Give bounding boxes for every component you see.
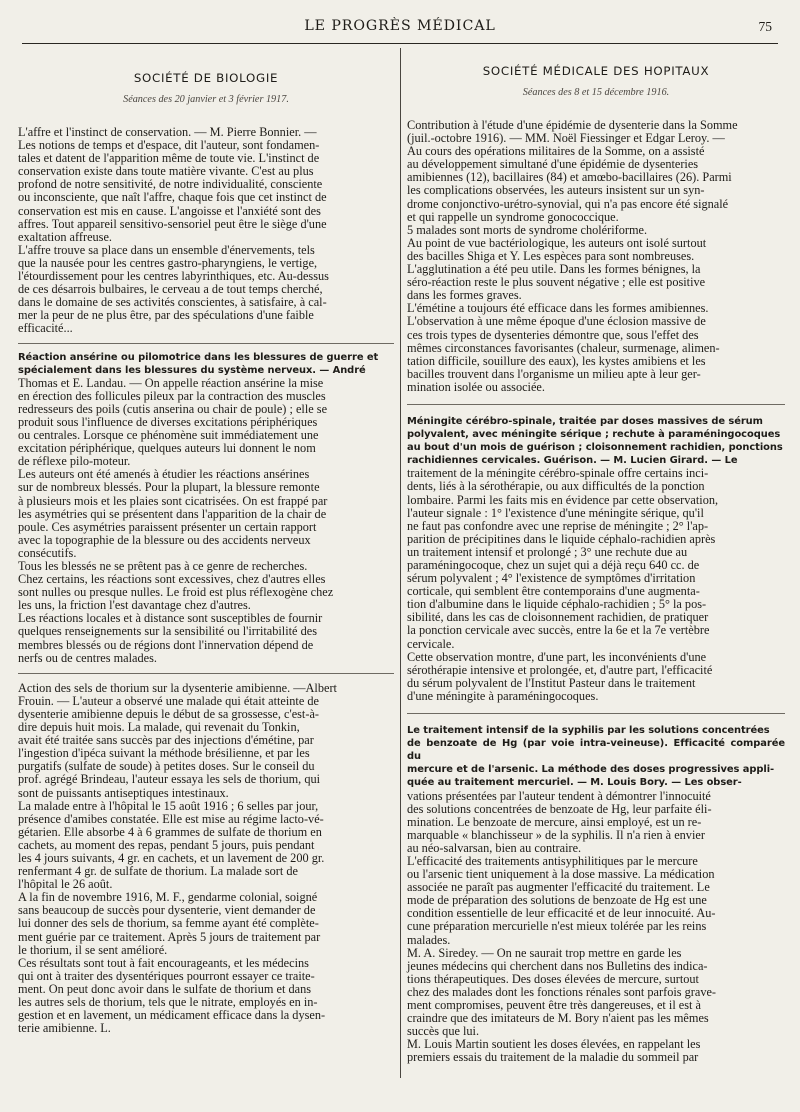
article-text-line: dents, liés à la sérothérapie, ou aux difficultés de la ponction: [407, 479, 705, 494]
article-text-line: à plusieurs mois et les plaies sont cicatrisées. On est frappé par: [18, 493, 328, 508]
article-text-line: L'observation à une même époque d'une éclosion massive de: [407, 314, 706, 329]
article-text-line: que la nausée pour les centres gastro-pharyngiens, le vertige,: [18, 255, 318, 270]
article-text-line: tation difficile, souillure des eaux), les kystes amibiens et les: [407, 353, 706, 368]
article: [407, 119, 785, 394]
article-text-line: bacilles trouvent dans l'organisme un milieu apte à leur ger-: [407, 366, 701, 381]
article-text-line: sur de nombreux blessés. Pour la plupart, la blessure remonte: [18, 480, 320, 495]
article-heading-line: spécialement dans les blessures du système nerveux. — André: [18, 364, 366, 376]
article-text-line: mode de préparation des solutions de benzoate de Hg est une: [407, 893, 707, 908]
article-text-line: tions thérapeutiques. Des doses élevées de mercure, surtout: [407, 971, 699, 986]
article-text-line: paraméningocoque, chez un sujet qui a déjà reçu 640 cc. de: [407, 558, 700, 572]
article-text-line: Au point de vue bactériologique, les auteurs ont isolé surtout: [407, 235, 707, 250]
article-text-line: amibiennes (12), bacillaires (84) et amœbo-bacillaires (26). Parmi: [407, 170, 732, 185]
left-column: [18, 50, 394, 1035]
article-text-line: chez des malades dont les fonctions rénales sont parfois grave-: [407, 984, 717, 999]
article-text-line: M. A. Siredey. — On ne saurait trop mettre en garde les: [407, 945, 682, 960]
article-text-line: tales et datent de l'apparition même de toute vie. L'instinct de: [18, 151, 320, 166]
article-text-line: traitement de la méningite cérébro-spinale offre certains inci-: [407, 466, 709, 481]
article-text-line: L'affre trouve sa place dans un ensemble d'énervements, tels: [18, 242, 315, 257]
article-text-line: cervicale.: [407, 636, 455, 651]
article-text-line: prof. agrégé Brindeau, l'auteur essaya les sels de thorium, qui: [18, 772, 321, 787]
article-text-line: Les réactions locales et à distance sont susceptibles de fournir: [18, 611, 323, 626]
article-heading-line: de benzoate de Hg (par voie intra-veineuse). Efficacité comparée du: [407, 738, 785, 763]
article-text-line: Thomas et E. Landau. — On appelle réaction ansérine la mise: [18, 375, 324, 390]
article: [407, 724, 785, 1064]
article-text-line: gestion et en lavement, un médicament efficace dans la dysen-: [18, 1008, 326, 1023]
article-text-line: M. Louis Martin soutient les doses élevées, en rappelant les: [407, 1037, 701, 1052]
article-text-line: Tous les blessés ne se prêtent pas à ce genre de recherches.: [18, 559, 308, 573]
article-text-line: sont nulles ou presque nulles. Le froid est plus réflexogène chez: [18, 585, 334, 600]
right-articles: [407, 103, 785, 1064]
article-text-line: consécutifs.: [18, 545, 77, 560]
article-text-line: avec la topographie de la blessure ou des accidents nerveux: [18, 532, 311, 547]
article-text-line: au développement simultané d'une épidémie de dysenteries: [407, 157, 699, 172]
article-text-line: qui ont à traiter des dysentériques pourront essayer ce traite-: [18, 968, 315, 983]
article-text-line: gétarien. Elle absorbe 4 à 6 grammes de sulfate de thorium en: [18, 824, 322, 839]
article-text-line: ou l'arsenic tient uniquement à la dose massive. La médication: [407, 867, 715, 882]
session-date-biologie: Séances des 20 janvier et 3 février 1917.: [123, 94, 289, 105]
article-text-line: un traitement intensif et prolongé ; 3° une rechute due au: [407, 544, 688, 559]
article-text-line: présence d'amibes constatée. Elle est mise au régime lacto-vé-: [18, 811, 324, 826]
article-text-line: Les auteurs ont été amenés à étudier les réactions ansérines: [18, 467, 310, 482]
article-text-line: succès que lui.: [407, 1024, 480, 1039]
article-text-line: ment. On peut donc avoir dans le sulfate de thorium et dans: [18, 981, 311, 996]
article-text-line: ment compromises, peuvent être très dangereuses, et il est à: [407, 998, 702, 1012]
article-text-line: les autres sels de thorium, tels que le nitrate, employés en in-: [18, 995, 318, 1009]
article-text-line: mêmes circonstances favorisantes (chaleur, surmenage, alimen-: [407, 340, 720, 355]
article-text-line: ou inconsciente, que naît l'affre, chaque fois que cet instinct de: [18, 190, 327, 205]
article-text-line: produit sous l'influence de diverses excitations périphériques: [18, 414, 318, 429]
article-text-line: Action des sels de thorium sur la dysenterie amibienne. —Albert: [18, 680, 337, 695]
article-heading-line: mercure et de l'arsenic. La méthode des doses progressives appli-: [407, 764, 775, 776]
article: [18, 682, 394, 1036]
article-text-line: du sérum polyvalent de l'Institut Pasteur dans le traitement: [407, 675, 696, 690]
article-text-line: membres blessés ou de régions dont l'innervation dépend de: [18, 637, 314, 652]
article-text-line: L'affre et l'instinct de conservation. — M. Pierre Bonnier. —: [18, 125, 317, 139]
article-text-line: mination isolée ou associée.: [407, 379, 545, 394]
article-text-line: efficacité...: [18, 321, 73, 336]
article-text-line: l'ingestion d'ipéca suivant la méthode brésilienne, et par les: [18, 746, 310, 761]
article-text-line: les complications observées, les auteurs insistent sur un syn-: [407, 183, 705, 198]
article-text-line: A la fin de novembre 1916, M. F., gendarme colonial, soigné: [18, 890, 318, 905]
page-number: 75: [758, 19, 772, 34]
article-text-line: tion d'albumine dans le liquide céphalo-rachidien ; 5° la pos-: [407, 597, 707, 612]
article-text-line: mination. Le benzoate de mercure, ainsi employé, est un re-: [407, 814, 702, 829]
article-text-line: renfermant 4 gr. de sulfate de thorium. La malade sort de: [18, 864, 298, 879]
article-text-line: conservation est mis en cause. L'angoisse et l'anxiété sont des: [18, 203, 321, 218]
article-text-line: des solutions concentrées de benzoate de Hg, leur parfaite éli-: [407, 801, 712, 816]
article-text-line: en érection des follicules pileux par la contraction des muscles: [18, 388, 326, 403]
article-text-line: Au cours des opérations militaires de la Somme, on a assisté: [407, 144, 705, 159]
article-text-line: les asymétries qui se présentent dans l'apparition de la chair de: [18, 506, 327, 521]
article-text-line: ou centrales. Lorsque ce phénomène suit immédiatement une: [18, 428, 319, 443]
article-text-line: des bacilles Shiga et Y. Les espèces para sont nombreuses.: [407, 248, 695, 263]
article-text-line: la ponction cervicale avec succès, entre la 6e et la 7e vertèbre: [407, 623, 710, 638]
article-text-line: de réflexe pilo-moteur.: [18, 454, 131, 469]
article-text-line: sérum polyvalent ; 4° l'existence de symptômes d'irritation: [407, 571, 696, 586]
article-text-line: malades.: [407, 932, 451, 947]
article-text-line: nerfs ou de centres malades.: [18, 650, 157, 665]
article-text-line: conservation existe dans toute matière vivante. C'est au plus: [18, 164, 314, 179]
article-text-line: dire depuis huit mois. La malade, qui revenait du Tonkin,: [18, 720, 300, 735]
article-heading-line: rachidiennes cervicales. Guérison. — M. Lucien Girard. — Le: [407, 455, 738, 467]
header-rule: [22, 43, 778, 44]
society-title-biologie: SOCIÉTÉ DE BIOLOGIE: [133, 71, 279, 85]
article-text-line: parition de précipitines dans le liquide céphalo-rachidien après: [407, 531, 716, 546]
article-heading-line: quée au traitement mercuriel. — M. Louis Bory. — Les obser-: [407, 777, 742, 789]
article-text-line: ces trois types de dysenteries démontre que, sous l'effet des: [407, 327, 699, 342]
article-text-line: mer la peur de ne plus être, par des spéculations d'une faible: [18, 308, 314, 323]
article-text-line: ment guérie par ce traitement. Après 5 jours de traitement par: [18, 929, 321, 944]
article-text-line: le thorium, il se sent amélioré.: [18, 942, 168, 957]
article-text-line: les 4 jours suivants, 4 gr. en cachets, et un lavement de 200 gr.: [18, 850, 325, 865]
article-heading-line: Réaction ansérine ou pilomotrice dans les blessures de guerre et: [18, 351, 379, 363]
article-text-line: Les notions de temps et d'espace, dit l'auteur, sont fondamen-: [18, 138, 320, 153]
article-text-line: poule. Ces asymétries paraissent présenter un certain rapport: [18, 519, 317, 534]
session-date-hopitaux: Séances des 8 et 15 décembre 1916.: [522, 87, 670, 98]
article-text-line: profond de notre sensitivité, de notre individualité, consciente: [18, 177, 323, 192]
article-text-line: et qui rappelle un syndrome gonococcique.: [407, 209, 619, 224]
article-text-line: lui donner des sels de thorium, sa femme ayant été complète-: [18, 916, 319, 931]
article-text-line: exaltation affreuse.: [18, 229, 113, 244]
article: [18, 126, 394, 336]
article-separator: [18, 673, 394, 674]
article-text-line: affres. Tout appareil sensitivo-sensoriel peut être le siège d'une: [18, 216, 327, 231]
article-text-line: condition essentielle de leur efficacité et de leur innocuité. Au-: [407, 906, 716, 921]
article-text-line: quelques renseignements sur la sensibilité ou l'irritabilité des: [18, 624, 317, 639]
article-text-line: Ces résultats sont tout à fait encourageants, et les médecins: [18, 955, 309, 970]
right-column: [407, 50, 785, 1064]
society-title-hopitaux: SOCIÉTÉ MÉDICALE DES HOPITAUX: [482, 64, 710, 78]
left-articles: [18, 112, 394, 1035]
article-heading-line: au bout d'un mois de guérison ; cloisonnement rachidien, ponctions: [407, 442, 783, 454]
article-text-line: (juil.-octobre 1916). — MM. Noël Fiessinger et Edgar Leroy. —: [407, 131, 725, 146]
article-text-line: lombaire. Parmi les faits mis en évidence par cette observation,: [407, 492, 719, 507]
article-text-line: l'étourdissement pour les centres labyrinthiques, etc. Au-dessus: [18, 269, 329, 284]
article-text-line: Chez certains, les réactions sont excessives, chez d'autres elles: [18, 572, 326, 587]
article-text-line: marquable « blanchisseur » de la syphilis. Il n'a rien à envier: [407, 827, 705, 842]
article-text-line: purgatifs (sulfate de soude) à petites doses. Sur le conseil du: [18, 759, 315, 774]
article-text-line: sans beaucoup de succès pour dysenterie, vient demander de: [18, 903, 316, 918]
article-text-line: La malade entre à l'hôpital le 15 août 1916 ; 6 selles par jour,: [18, 798, 319, 813]
article: [407, 415, 785, 703]
article-text-line: jeunes médecins qui cherchent dans nos Bulletins des indica-: [407, 958, 708, 973]
article-text-line: Cette observation montre, d'une part, les inconvénients d'une: [407, 649, 707, 664]
article-heading-line: Méningite cérébro-spinale, traitée par doses massives de sérum: [407, 415, 763, 427]
column-divider: [400, 48, 401, 1078]
article-text-line: L'émétine a toujours été efficace dans les formes amibiennes.: [407, 301, 709, 316]
article-text-line: sibilité, dans les cas de cloisonnement rachidien, de pratiquer: [407, 610, 709, 625]
article-heading-line: polyvalent, avec méningite sérique ; rechute à paraméningocoques: [407, 429, 781, 441]
article-text-line: les uns, la friction l'est davantage chez d'autres.: [18, 598, 251, 613]
article-text-line: dans les formes graves.: [407, 288, 522, 303]
article-text-line: au néo-salvarsan, bien au contraire.: [407, 840, 582, 855]
article-text-line: de ces désarrois bulbaires, le cerveau a de tout temps cherché,: [18, 282, 323, 297]
article-text-line: cune préparation mercurielle n'est mieux tolérée par les reins: [407, 919, 707, 934]
article-text-line: sont de puissants antiseptiques intestinaux.: [18, 785, 229, 800]
article-text-line: l'hôpital le 26 août.: [18, 877, 113, 892]
article-text-line: vations présentées par l'auteur tendent à démontrer l'innocuité: [407, 788, 711, 803]
article-text-line: cachets, au moment des repas, pendant 5 jours, puis pendant: [18, 837, 315, 852]
article-heading-line: Le traitement intensif de la syphilis par les solutions concentrées: [407, 725, 770, 737]
article-text-line: d'une méningite à paraméningocoques.: [407, 688, 599, 703]
article-text-line: L'agglutination a été peu utile. Dans les formes bénignes, la: [407, 262, 701, 277]
article-separator: [407, 713, 785, 714]
article-text-line: l'auteur signale : 1° l'existence d'une méningite sérique, qu'il: [407, 505, 704, 520]
article-text-line: craindre que des imitateurs de M. Bory n'aient pas les mêmes: [407, 1011, 709, 1026]
article-separator: [18, 343, 394, 344]
running-head: [20, 18, 780, 38]
article-text-line: sérothérapie intensive et prolongée, et, d'autre part, l'efficacité: [407, 662, 713, 677]
article: [18, 351, 394, 665]
article-text-line: Frouin. — L'auteur a observé une malade qui était atteinte de: [18, 693, 319, 708]
article-text-line: dans le domaine de ses activités conscientes, à satisfaire, à cal-: [18, 295, 327, 310]
journal-title: LE PROGRÈS MÉDICAL: [304, 18, 496, 34]
article-text-line: associée ne paraît pas augmenter l'efficacité du traitement. Le: [407, 880, 710, 895]
article-text-line: redresseurs des poils (cutis anserina ou chair de poule) ; elle se: [18, 401, 328, 416]
article-text-line: avait été traitée sans succès par des injections d'émétine, par: [18, 733, 314, 748]
article-text-line: terie amibienne. L.: [18, 1021, 111, 1036]
article-text-line: dysenterie amibienne depuis le début de sa grossesse, c'est-à-: [18, 706, 319, 721]
article-text-line: 5 malades sont morts de syndrome cholériforme.: [407, 222, 648, 237]
article-text-line: corticale, qui semblent être contemporains d'une augmenta-: [407, 584, 700, 599]
article-text-line: ne faut pas confondre avec une reprise de méningite ; 2° l'ap-: [407, 518, 709, 533]
article-separator: [407, 404, 785, 405]
article-text-line: excitation périphérique, quelques auteurs lui donnent le nom: [18, 441, 316, 456]
article-text-line: séro-réaction reste le plus souvent négative ; elle est positive: [407, 275, 706, 290]
article-text-line: premiers essais du traitement de la maladie du sommeil par: [407, 1050, 699, 1065]
article-text-line: drome conjonctivo-urétro-synovial, qui n'a pas encore été signalé: [407, 196, 729, 211]
article-text-line: Contribution à l'étude d'une épidémie de dysenterie dans la Somme: [407, 118, 738, 132]
article-text-line: L'efficacité des traitements antisyphilitiques par le mercure: [407, 853, 698, 868]
